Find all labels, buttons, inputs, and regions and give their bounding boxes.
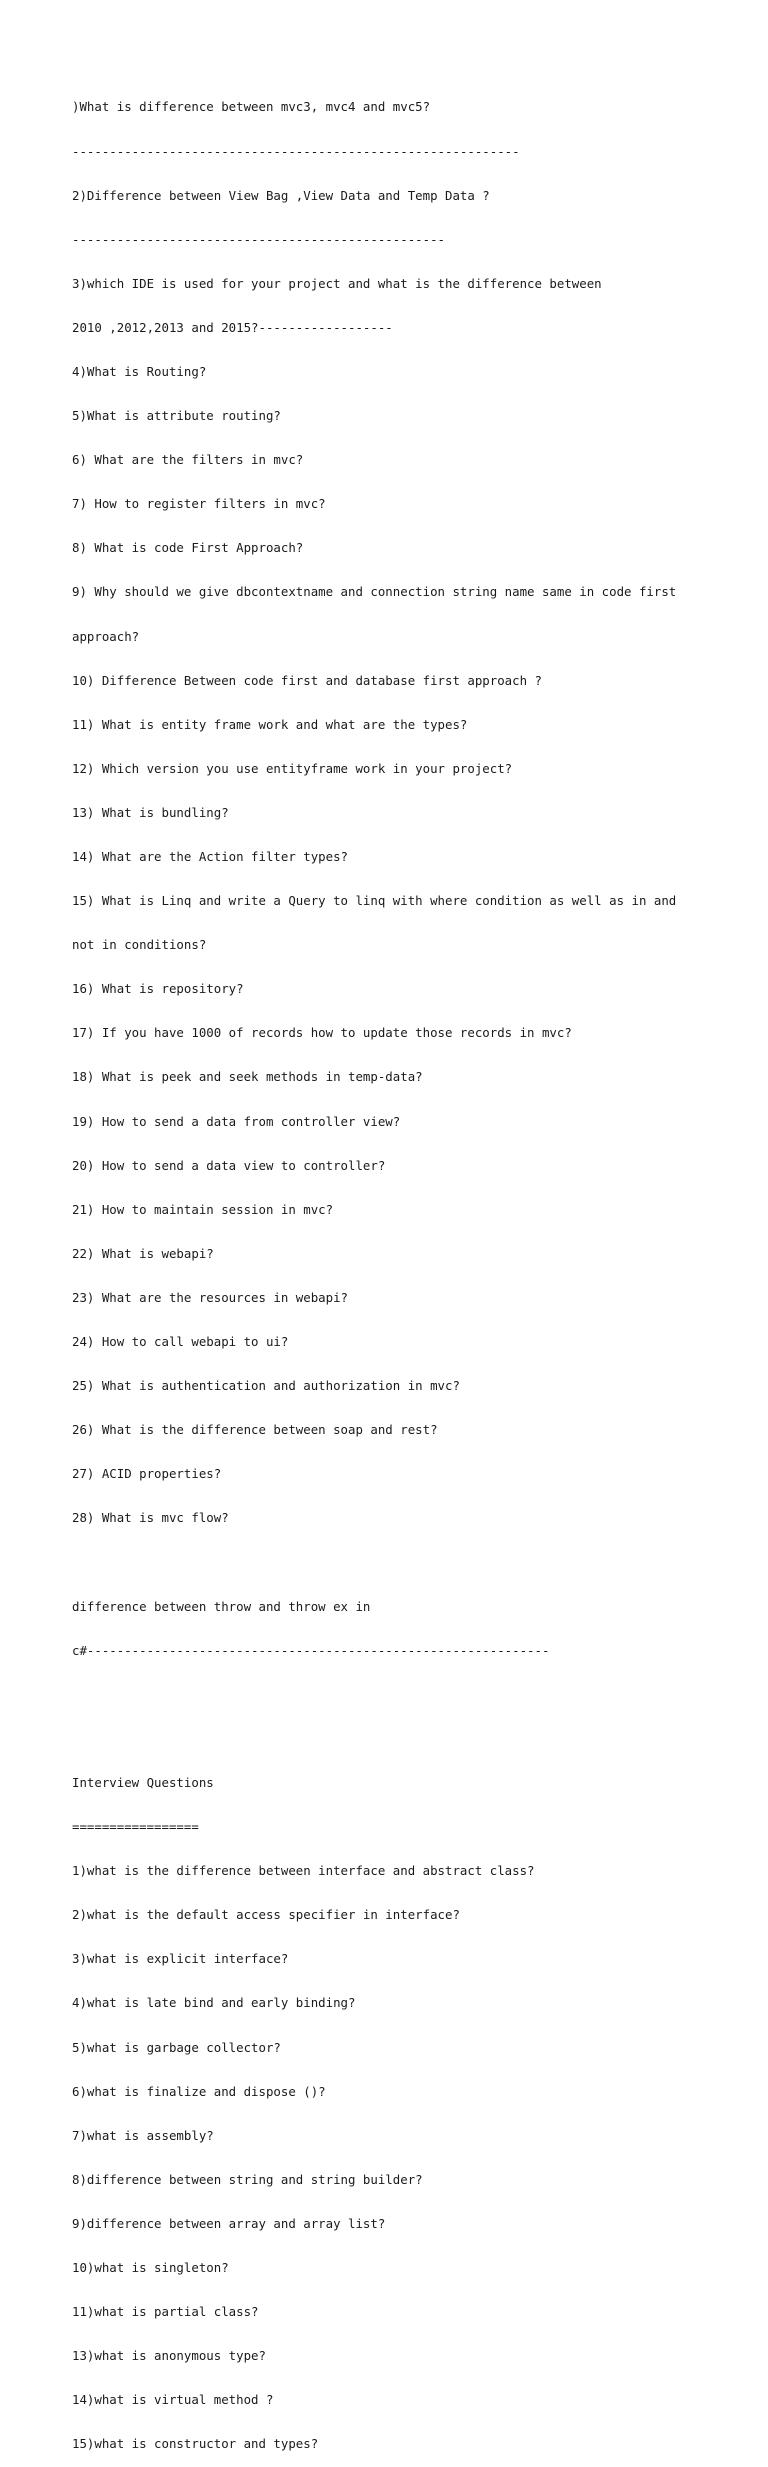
text-line: 25) What is authentication and authorization in mvc?	[72, 1378, 460, 1394]
text-line: 20) How to send a data view to controller?	[72, 1157, 386, 1173]
section-heading: Interview Questions	[72, 1774, 214, 1790]
blank-line	[72, 1556, 752, 1571]
text-line: )What is difference between mvc3, mvc4 and mvc5?	[72, 99, 431, 115]
text-line: 6)what is finalize and dispose ()?	[72, 2083, 326, 2099]
separator-line: ------------------------------------------------------------	[72, 143, 520, 159]
text-line: 4)what is late bind and early binding?	[72, 1995, 356, 2011]
text-line: 9) Why should we give dbcontextname and connection string name same in code first	[72, 584, 677, 600]
text-line: 27) ACID properties?	[72, 1466, 222, 1482]
text-line: 8) What is code First Approach?	[72, 540, 304, 556]
text-line: 2)what is the default access specifier in interface?	[72, 1907, 460, 1923]
text-line: 6) What are the filters in mvc?	[72, 452, 304, 468]
text-line: 3)what is explicit interface?	[72, 1951, 289, 1967]
text-line: 18) What is peek and seek methods in temp-data?	[72, 1069, 423, 1085]
text-line: 1)what is the difference between interface and abstract class?	[72, 1863, 535, 1879]
separator-line: c#--------------------------------------------------------------	[72, 1642, 550, 1658]
text-line: 24) How to call webapi to ui?	[72, 1334, 289, 1350]
text-line: 7)what is assembly?	[72, 2127, 214, 2143]
text-line: 9)difference between array and array list?	[72, 2215, 386, 2231]
text-line: 19) How to send a data from controller view?	[72, 1113, 401, 1129]
text-line: 15)what is constructor and types?	[72, 2436, 319, 2452]
text-line: 7) How to register filters in mvc?	[72, 496, 326, 512]
text-line: 26) What is the difference between soap and rest?	[72, 1422, 438, 1438]
text-line: 8)difference between string and string builder?	[72, 2171, 423, 2187]
text-line: not in conditions?	[72, 937, 207, 953]
text-line: 23) What are the resources in webapi?	[72, 1289, 349, 1305]
text-line: 11)what is partial class?	[72, 2304, 259, 2320]
blank-line	[72, 1732, 752, 1747]
text-line: 5)what is garbage collector?	[72, 2039, 281, 2055]
blank-line	[72, 1688, 752, 1703]
document-page	[72, 71, 752, 2467]
text-line: 22) What is webapi?	[72, 1245, 214, 1261]
text-line: 10)what is singleton?	[72, 2260, 229, 2275]
text-line: 11) What is entity frame work and what are the types?	[72, 716, 468, 732]
text-line: 2010 ,2012,2013 and 2015?------------------	[72, 319, 393, 335]
text-line: 17) If you have 1000 of records how to update those records in mvc?	[72, 1025, 572, 1041]
text-line: 5)What is attribute routing?	[72, 408, 281, 424]
text-line: 28) What is mvc flow?	[72, 1510, 229, 1526]
text-line: 2)Difference between View Bag ,View Data and Temp Data ?	[72, 187, 490, 203]
text-line: 14)what is virtual method ?	[72, 2392, 274, 2408]
separator-line: --------------------------------------------------	[72, 231, 445, 247]
text-line: 16) What is repository?	[72, 981, 244, 997]
text-line: 15) What is Linq and write a Query to linq with where condition as well as in and	[72, 893, 677, 909]
text-line: 13) What is bundling?	[72, 804, 229, 820]
text-line: 4)What is Routing?	[72, 363, 207, 379]
text-line: 10) Difference Between code first and database first approach ?	[72, 672, 542, 688]
text-line: 12) Which version you use entityframe work in your project?	[72, 760, 513, 776]
text-line: 21) How to maintain session in mvc?	[72, 1201, 334, 1217]
text-line: 14) What are the Action filter types?	[72, 849, 349, 864]
text-line: 3)which IDE is used for your project and what is the difference between	[72, 275, 602, 291]
text-line: approach?	[72, 628, 140, 644]
text-line: 13)what is anonymous type?	[72, 2348, 266, 2364]
heading-underline: =================	[72, 1819, 199, 1835]
text-line: difference between throw and throw ex in	[72, 1598, 371, 1614]
